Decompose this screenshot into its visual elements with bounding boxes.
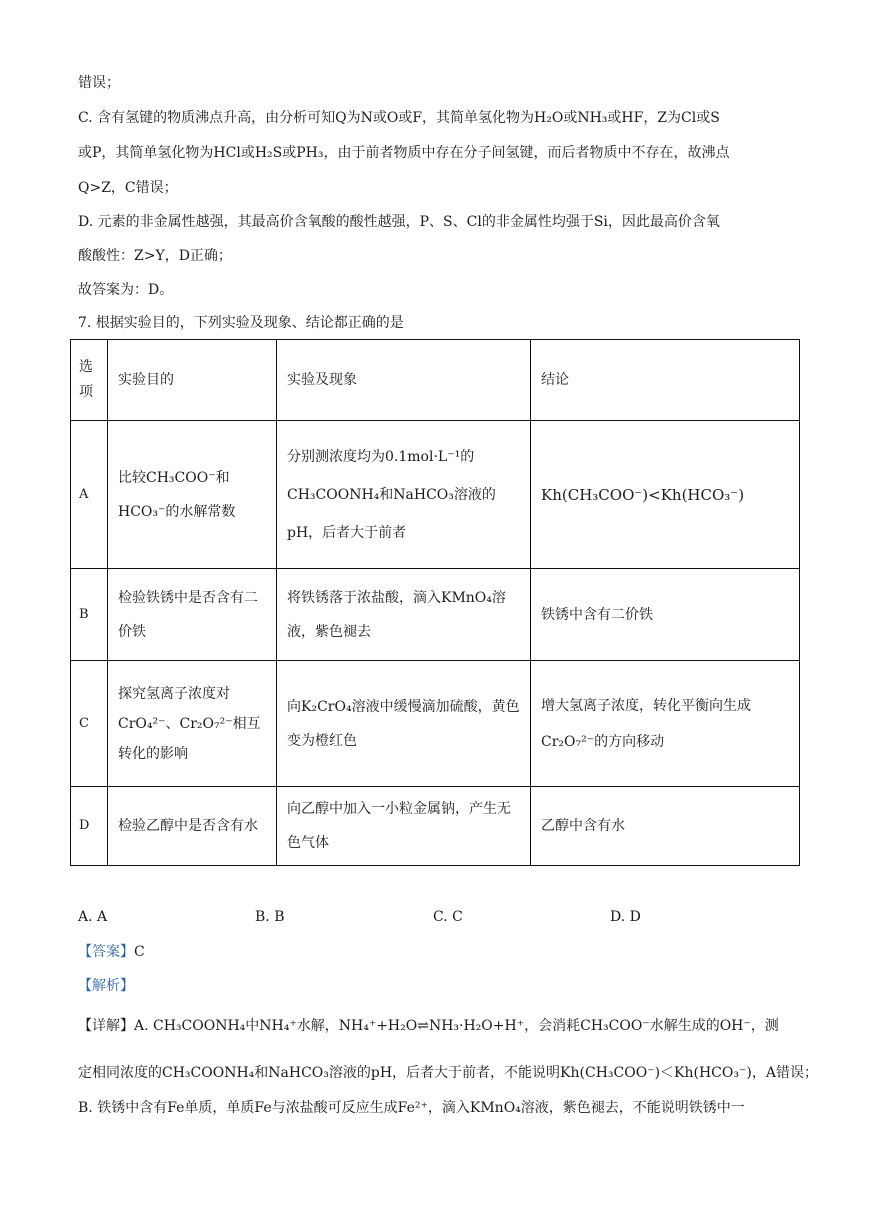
row-conclusion: 乙醇中含有水 bbox=[531, 787, 800, 866]
text-line-3: 或P，其简单氢化物为HCl或H₂S或PH₃，由于前者物质中存在分子间氢键，而后者物质中不存在，故沸点 bbox=[78, 145, 730, 161]
text-line-1: 错误； bbox=[78, 75, 120, 91]
answer-value: C bbox=[134, 944, 145, 960]
choice-c: C. C bbox=[433, 909, 463, 925]
detail-line-1 bbox=[78, 1016, 779, 1036]
answer-tag: 【答案】 bbox=[78, 944, 134, 960]
experiment-table bbox=[70, 339, 800, 866]
question-7-stem: 7. 根据实验目的，下列实验及现象、结论都正确的是 bbox=[78, 315, 404, 331]
row-purpose: 比较CH₃COO⁻和HCO₃⁻的水解常数 bbox=[108, 421, 277, 569]
detail-tag: 【详解】 bbox=[78, 1018, 134, 1034]
table-row bbox=[71, 569, 800, 661]
row-conclusion: 增大氢离子浓度，转化平衡向生成Cr₂O₇²⁻的方向移动 bbox=[531, 661, 800, 787]
row-option: D bbox=[71, 787, 108, 866]
row-option: A bbox=[71, 421, 108, 569]
detail-text-1: A. CH₃COONH₄中NH₄⁺水解，NH₄⁺+H₂O⇌NH₃·H₂O+H⁺，会消耗CH₃COO⁻水解生成的OH⁻，测 bbox=[134, 1018, 779, 1034]
row-phenomenon: 向乙醇中加入一小粒金属钠，产生无色气体 bbox=[277, 787, 531, 866]
text-line-2: C. 含有氢键的物质沸点升高，由分析可知Q为N或O或F，其简单氢化物为H₂O或NH₃或HF，Z为Cl或S bbox=[78, 110, 720, 126]
table-row bbox=[71, 421, 800, 569]
row-conclusion: Kh(CH₃COO⁻)<Kh(HCO₃⁻) bbox=[531, 421, 800, 569]
header-purpose: 实验目的 bbox=[108, 340, 277, 421]
row-phenomenon: 将铁锈落于浓盐酸，滴入KMnO₄溶液，紫色褪去 bbox=[277, 569, 531, 661]
row-phenomenon: 向K₂CrO₄溶液中缓慢滴加硫酸，黄色变为橙红色 bbox=[277, 661, 531, 787]
table-header-row bbox=[71, 340, 800, 421]
header-option-label: 选项 bbox=[79, 359, 93, 400]
row-purpose: 检验铁锈中是否含有二价铁 bbox=[108, 569, 277, 661]
answer-line bbox=[78, 942, 145, 962]
table-row bbox=[71, 661, 800, 787]
text-line-7: 故答案为：D。 bbox=[78, 282, 174, 298]
header-phenomenon: 实验及现象 bbox=[277, 340, 531, 421]
row-purpose: 检验乙醇中是否含有水 bbox=[108, 787, 277, 866]
detail-line-2: 定相同浓度的CH₃COONH₄和NaHCO₃溶液的pH，后者大于前者，不能说明Kh(CH₃COO⁻)＜Kh(HCO₃⁻)，A错误； bbox=[78, 1065, 818, 1081]
row-conclusion: 铁锈中含有二价铁 bbox=[531, 569, 800, 661]
row-option: C bbox=[71, 661, 108, 787]
row-purpose: 探究氢离子浓度对CrO₄²⁻、Cr₂O₇²⁻相互转化的影响 bbox=[108, 661, 277, 787]
header-conclusion: 结论 bbox=[531, 340, 800, 421]
header-option bbox=[71, 340, 108, 421]
table-row bbox=[71, 787, 800, 866]
analysis-tag: 【解析】 bbox=[78, 978, 134, 994]
row-phenomenon: 分别测浓度均为0.1mol·L⁻¹的CH₃COONH₄和NaHCO₃溶液的pH，后者大于前者 bbox=[277, 421, 531, 569]
choice-a: A. A bbox=[78, 909, 108, 925]
text-line-6: 酸酸性：Z>Y，D正确； bbox=[78, 248, 232, 264]
detail-line-3: B. 铁锈中含有Fe单质，单质Fe与浓盐酸可反应生成Fe²⁺，滴入KMnO₄溶液，紫色褪去，不能说明铁锈中一 bbox=[78, 1100, 745, 1116]
text-line-4: Q>Z，C错误； bbox=[78, 180, 178, 196]
row-option: B bbox=[71, 569, 108, 661]
text-line-5: D. 元素的非金属性越强，其最高价含氧酸的酸性越强，P、S、Cl的非金属性均强于Si，因此最高价含氧 bbox=[78, 214, 720, 230]
choice-b: B. B bbox=[255, 909, 285, 925]
choice-d: D. D bbox=[610, 909, 641, 925]
